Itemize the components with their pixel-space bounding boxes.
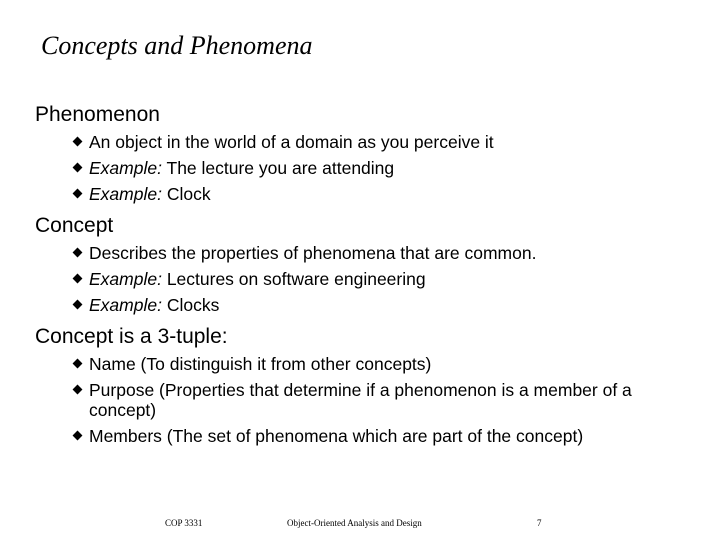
bullet-text: Purpose (Properties that determine if a phenomenon is a member of a concept) <box>89 380 632 420</box>
bullet-prefix: Example: <box>89 269 162 289</box>
diamond-bullet-icon <box>73 189 83 199</box>
bullet-item <box>35 354 649 374</box>
bullet-item <box>35 132 649 152</box>
bullet-item <box>35 426 619 446</box>
slide-title: Concepts and Phenomena <box>41 31 313 60</box>
bullet-text: Describes the properties of phenomena that are common. <box>89 243 537 263</box>
section-heading: Concept is a 3-tuple: <box>35 325 228 348</box>
section-phenomenon <box>35 102 695 210</box>
section-heading: Concept <box>35 214 114 237</box>
diamond-bullet-icon <box>73 431 83 441</box>
bullet-list <box>35 354 695 446</box>
bullet-text: Clock <box>161 184 211 204</box>
diamond-bullet-icon <box>73 359 83 369</box>
bullet-list <box>35 132 695 204</box>
bullet-text: Clocks <box>161 295 220 315</box>
bullet-item <box>35 184 649 204</box>
diamond-bullet-icon <box>73 137 83 147</box>
diamond-bullet-icon <box>73 248 83 258</box>
footer-course: COP 3331 <box>165 518 203 528</box>
bullet-prefix: Example: <box>89 184 162 204</box>
bullet-text: An object in the world of a domain as you perceive it <box>89 132 494 152</box>
section-heading: Phenomenon <box>35 103 160 126</box>
bullet-text: The lecture you are attending <box>161 158 395 178</box>
diamond-bullet-icon <box>73 385 83 395</box>
footer-subject: Object-Oriented Analysis and Design <box>287 518 422 528</box>
footer-page-number: 7 <box>537 518 542 528</box>
section-concept-tuple <box>35 324 695 452</box>
diamond-bullet-icon <box>73 163 83 173</box>
section-concept <box>35 213 695 321</box>
bullet-text: Members (The set of phenomena which are part of the concept) <box>89 426 584 446</box>
diamond-bullet-icon <box>73 274 83 284</box>
bullet-text: Lectures on software engineering <box>161 269 426 289</box>
bullet-text: Name (To distinguish it from other concepts) <box>89 354 432 374</box>
bullet-item <box>35 243 689 263</box>
bullet-prefix: Example: <box>89 158 162 178</box>
bullet-item <box>35 269 649 289</box>
bullet-item <box>35 380 649 420</box>
bullet-item <box>35 295 649 315</box>
bullet-list <box>35 243 695 315</box>
bullet-prefix: Example: <box>89 295 162 315</box>
bullet-item <box>35 158 649 178</box>
diamond-bullet-icon <box>73 300 83 310</box>
